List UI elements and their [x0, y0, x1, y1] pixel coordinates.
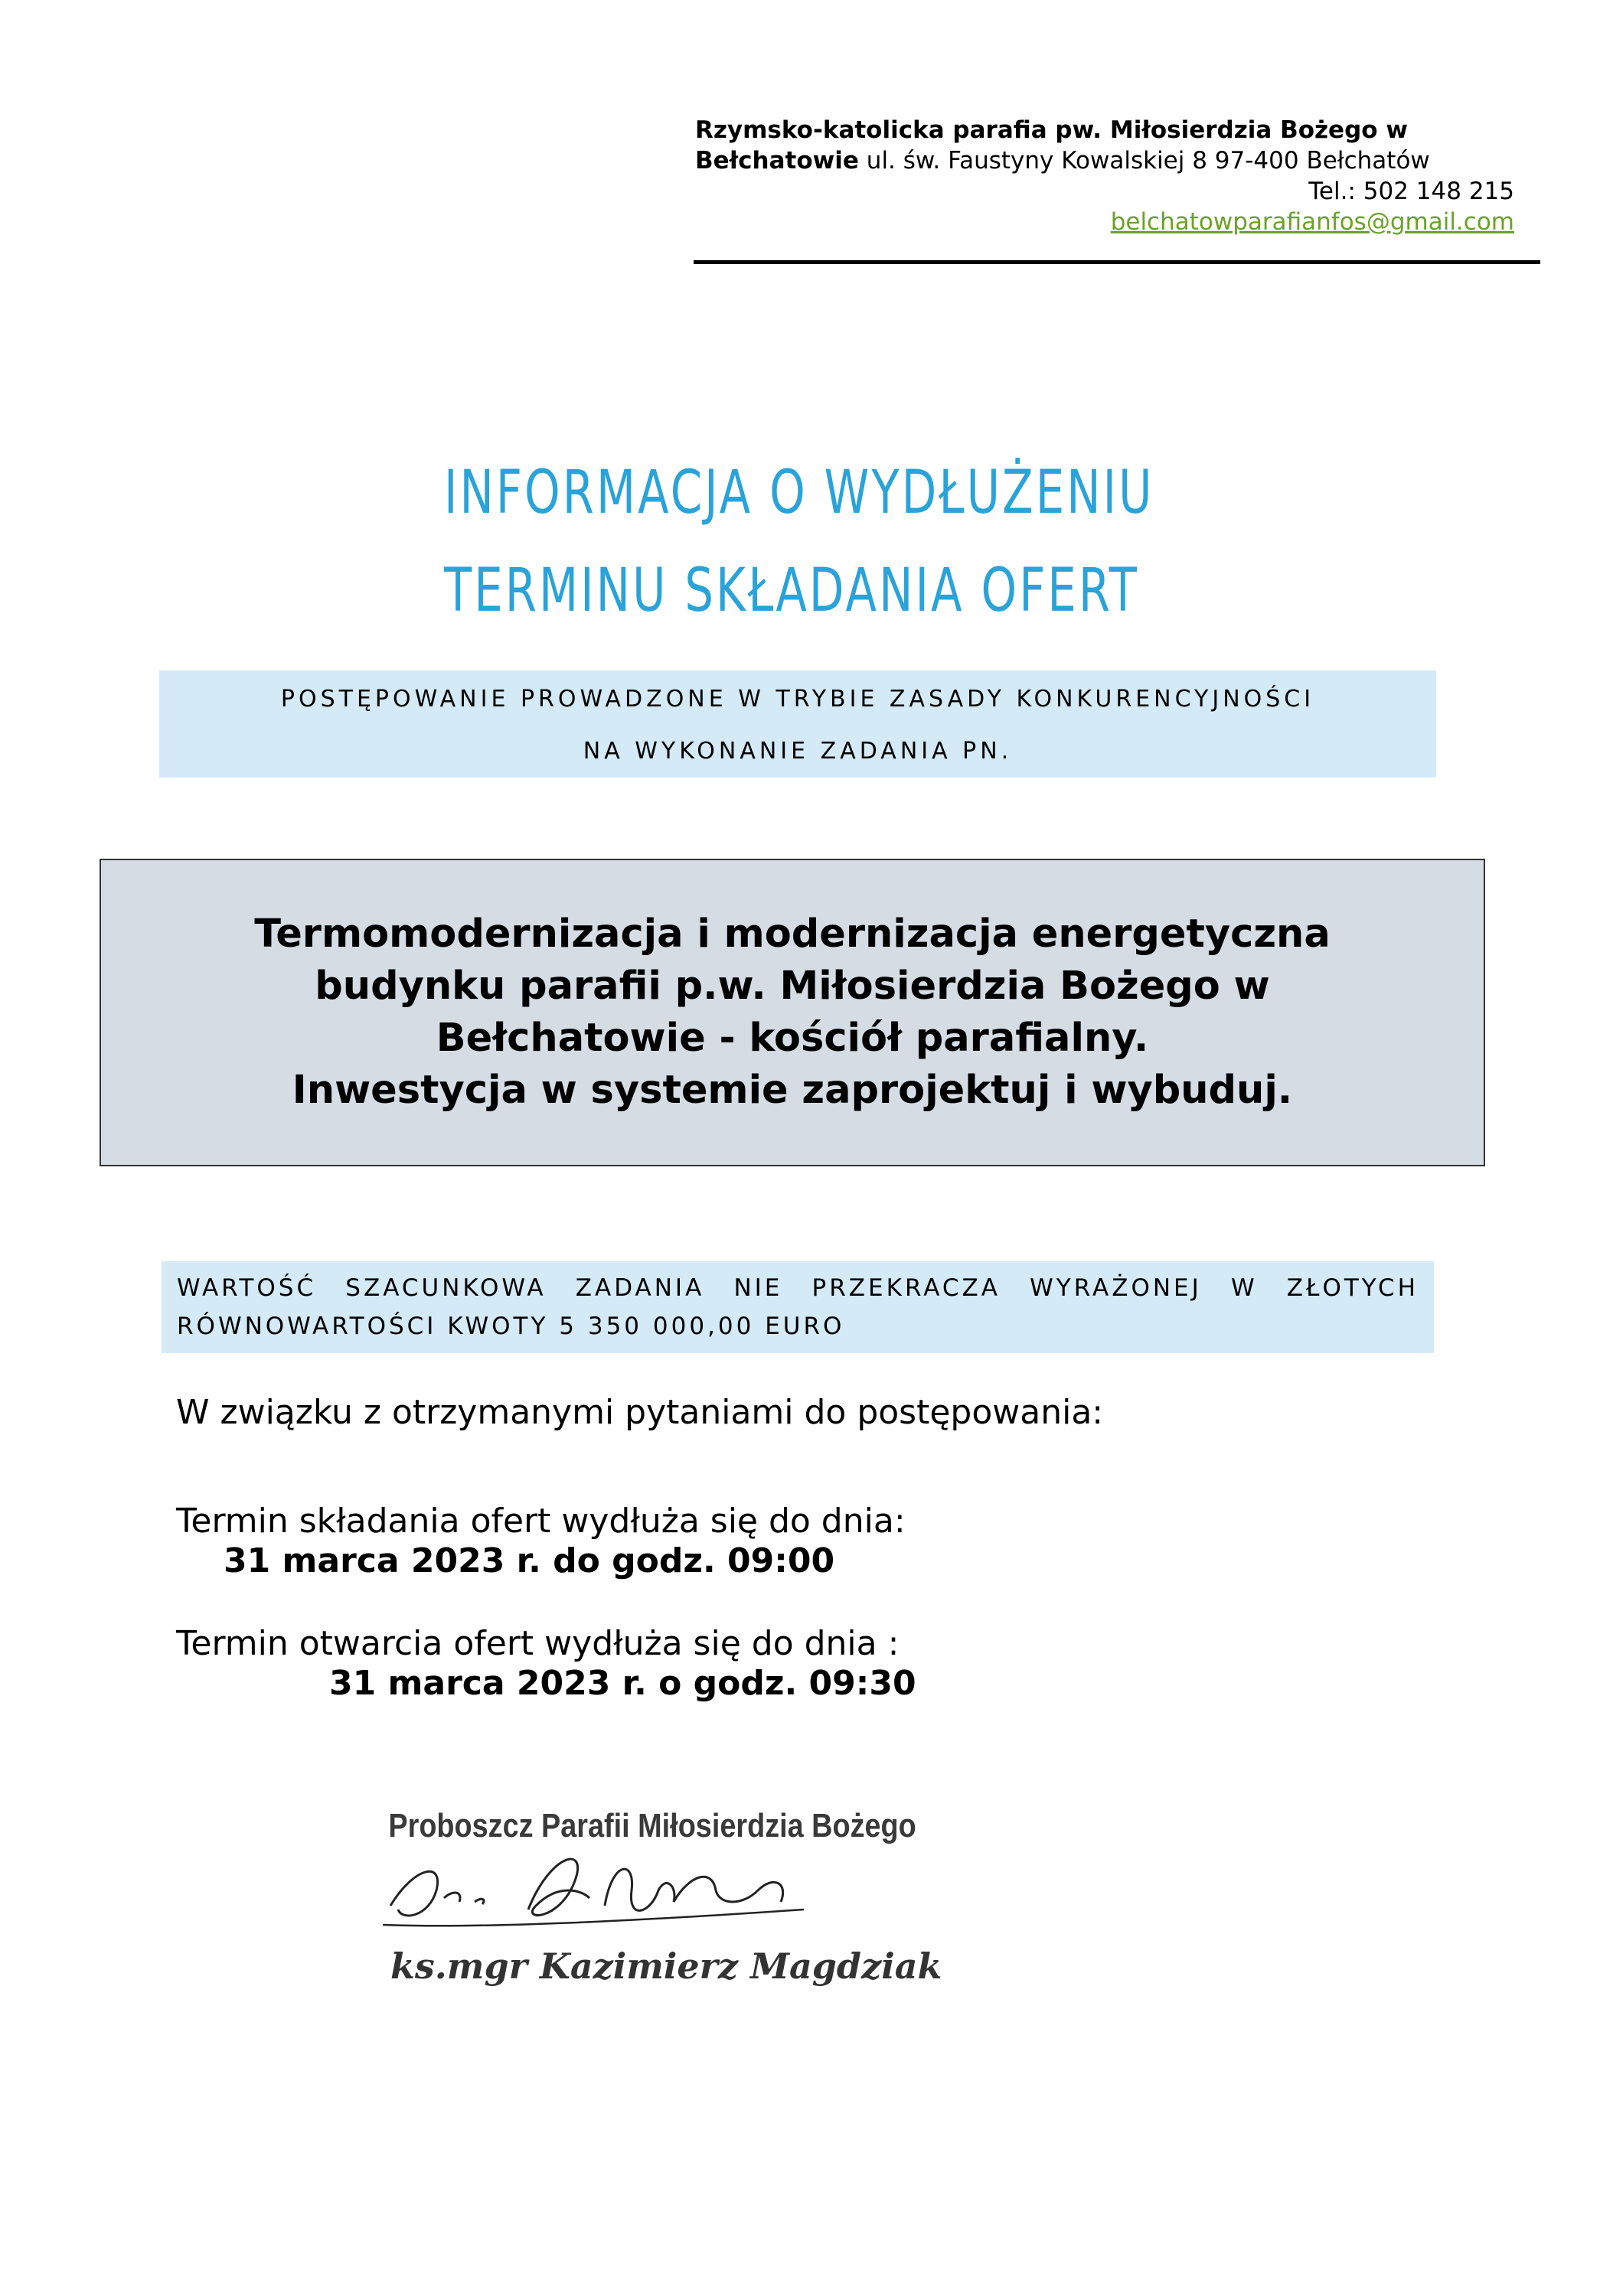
submission-date: 31 marca 2023 r. do godz. 09:00 [224, 1541, 835, 1580]
parish-name: Rzymsko-katolicka parafia pw. Miłosierdzia Bożego w [695, 116, 1408, 144]
parish-address [695, 145, 1514, 176]
estimated-value-band [162, 1261, 1434, 1353]
signature-name: ks.mgr Kazimierz Magdziak [390, 1945, 942, 1987]
header-divider [694, 260, 1540, 264]
title-line-2: TERMINU SKŁADANIA OFERT [444, 556, 1140, 625]
parish-email-link[interactable]: belchatowparafianfos@gmail.com [1110, 208, 1514, 236]
task-title [254, 908, 1331, 1117]
submission-label: Termin składania ofert wydłuża się do dnia: [176, 1502, 906, 1541]
signature-image [329, 1776, 942, 2005]
opening-date: 31 marca 2023 r. o godz. 09:30 [329, 1664, 916, 1703]
stamp-title: Proboszcz Parafii Miłosierdzia Bożego [388, 1806, 916, 1844]
title-line-1: INFORMACJA O WYDŁUŻENIU [444, 458, 1154, 527]
intro-text: W związku z otrzymanymi pytaniami do postępowania: [176, 1393, 1104, 1432]
parish-street: ul. św. Faustyny Kowalskiej 8 97-400 Bełchatów [858, 147, 1430, 174]
opening-label: Termin otwarcia ofert wydłuża się do dnia : [176, 1624, 900, 1663]
value-line-2: RÓWNOWARTOŚCI KWOTY 5 350 000,00 EURO [177, 1313, 845, 1340]
task-line-4: Inwestycja w systemie zaprojektuj i wybuduj. [292, 1068, 1293, 1113]
parish-phone: Tel.: 502 148 215 [1308, 178, 1514, 205]
parish-header [695, 115, 1514, 237]
procedure-line-2: NA WYKONANIE ZADANIA PN. [583, 738, 1013, 765]
signature-underline [383, 1910, 804, 1926]
task-line-1: Termomodernizacja i modernizacja energetyczna [254, 912, 1331, 957]
signature-stamp [329, 1776, 942, 2005]
task-line-2: budynku parafii p.w. Miłosierdzia Bożego w [315, 964, 1270, 1009]
task-line-3: Bełchatowie - kościół parafialny. [436, 1016, 1149, 1061]
procedure-line-1: POSTĘPOWANIE PROWADZONE W TRYBIE ZASADY KONKURENCYJNOŚCI [280, 686, 1315, 713]
signature-scribble-2 [528, 1859, 783, 1915]
parish-city: Bełchatowie [695, 147, 859, 174]
document-title [444, 444, 1154, 640]
procedure-band [159, 670, 1436, 778]
task-title-box [100, 859, 1485, 1166]
value-line-1: WARTOŚĆ SZACUNKOWA ZADANIA NIE PRZEKRACZA WYRAŻONEJ W ZŁOTYCH [177, 1274, 1419, 1302]
signature-scribble-1 [390, 1871, 484, 1916]
